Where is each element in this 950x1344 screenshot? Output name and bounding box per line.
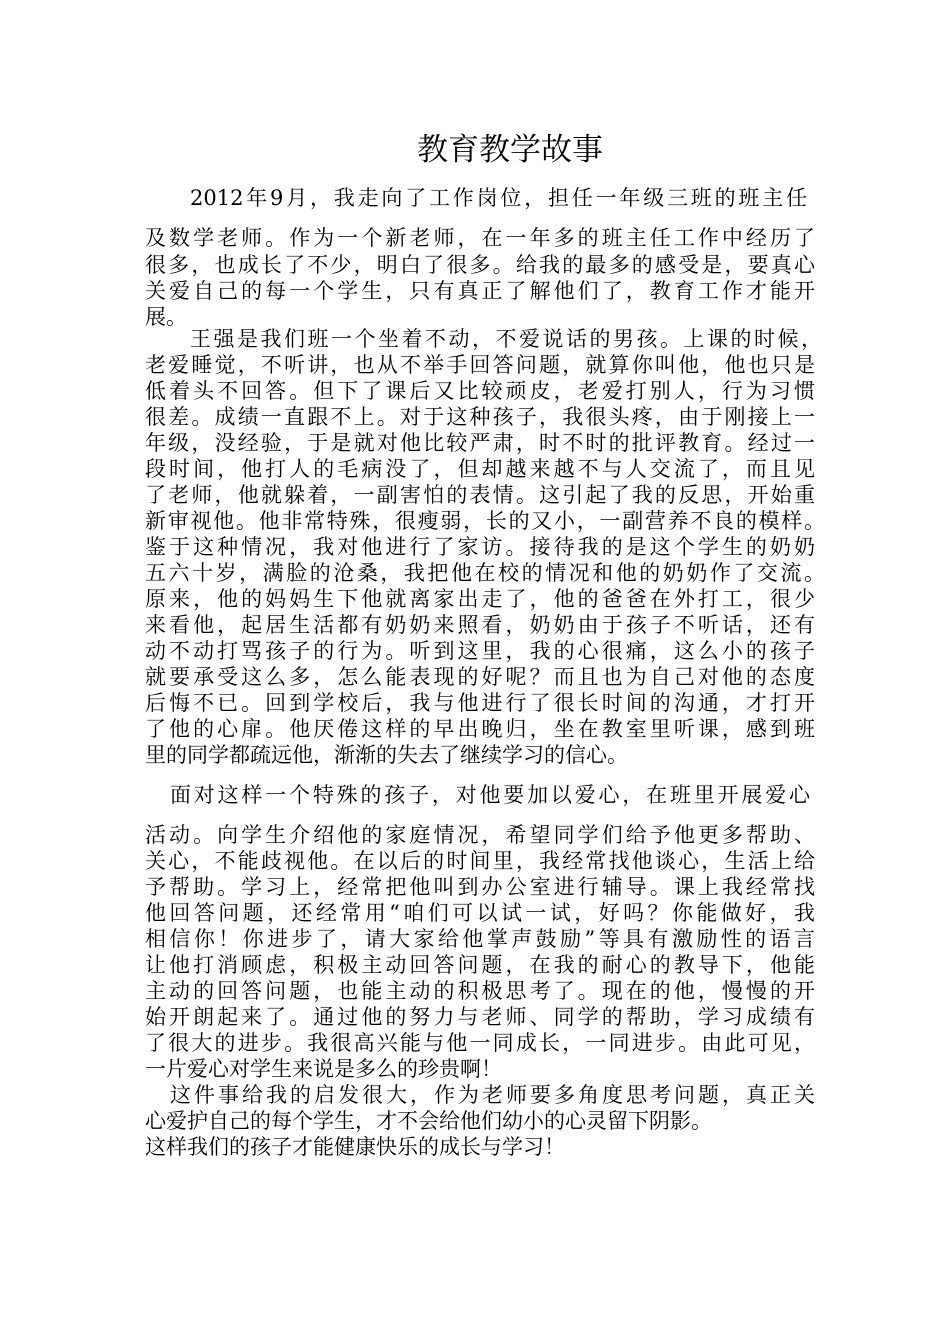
paragraph-line: 后悔不已。回到学校后，我与他进行了很长时间的沟通，才打开 [145,691,815,715]
paragraph-line: 五六十岁，满脸的沧桑，我把他在校的情况和他的奶奶作了交流。 [145,561,825,585]
paragraph-line: 就要承受这么多，怎么能表现的好呢？而且也为自己对他的态度 [145,665,815,689]
paragraph-line: 鉴于这种情况，我对他进行了家访。接待我的是这个学生的奶奶 [145,535,815,559]
paragraph-line: 段时间，他打人的毛病没了，但却越来越不与人交流了，而且见 [145,457,815,481]
paragraph-line: 相信你！你进步了，请大家给他掌声鼓励”等具有激励性的语言 [145,927,815,951]
paragraph-line: 动不动打骂孩子的行为。听到这里，我的心很痛，这么小的孩子 [145,639,815,663]
paragraph-line: 原来，他的妈妈生下他就离家出走了，他的爸爸在外打工，很少 [145,587,815,611]
paragraph-line: 老爱睡觉，不听讲，也从不举手回答问题，就算你叫他，他也只是 [145,353,815,377]
paragraph-line: 展。 [145,305,187,329]
paragraph-line: 面对这样一个特殊的孩子，对他要加以爱心，在班里开展爱心 [170,783,810,807]
paragraph-line: 活动。向学生介绍他的家庭情况，希望同学们给予他更多帮助、 [145,823,815,847]
paragraph-line: 很差。成绩一直跟不上。对于这种孩子，我很头疼，由于刚接上一 [145,405,815,429]
paragraph-line: 年级，没经验，于是就对他比较严肃，时不时的批评教育。经过一 [145,431,815,455]
paragraph-line: 了很大的进步。我很高兴能与他一同成长，一同进步。由此可见， [145,1031,815,1055]
paragraph-line: 了他的心扉。他厌倦这样的早出晚归，坐在教室里听课，感到班 [145,717,815,741]
paragraph-line: 一片爱心对学生来说是多么的珍贵啊！ [145,1057,502,1081]
paragraph-line: 及数学老师。作为一个新老师，在一年多的班主任工作中经历了 [145,226,815,250]
paragraph-line: 新审视他。他非常特殊，很瘦弱，长的又小，一副营养不良的模样。 [145,509,825,533]
paragraph-line: 他回答问题，还经常用“咱们可以试一试，好吗？你能做好，我 [145,901,815,925]
paragraph-line: 让他打消顾虑，积极主动回答问题，在我的耐心的教导下，他能 [145,953,815,977]
paragraph-line: 关爱自己的每一个学生，只有真正了解他们了，教育工作才能开 [145,279,815,303]
paragraph-line: 来看他，起居生活都有奶奶来照看，奶奶由于孩子不听话，还有 [145,613,815,637]
paragraph-line: 关心，不能歧视他。在以后的时间里，我经常找他谈心，生活上给 [145,849,815,873]
paragraph-line: 很多，也成长了不少，明白了很多。给我的最多的感受是，要真心 [145,253,815,277]
paragraph-line: 这件事给我的启发很大，作为老师要多角度思考问题，真正关 [170,1083,815,1107]
paragraph-line: 里的同学都疏远他，渐渐的失去了继续学习的信心。 [145,743,628,767]
paragraph-line: 低着头不回答。但下了课后又比较顽皮，老爱打别人，行为习惯 [145,379,815,403]
paragraph-line: 心爱护自己的每个学生，才不会给他们幼小的心灵留下阴影。 [145,1109,712,1133]
paragraph-line: 主动的回答问题，也能主动的积极思考了。现在的他，慢慢的开 [145,979,815,1003]
paragraph-line: 予帮助。学习上，经常把他叫到办公室进行辅导。课上我经常找 [145,875,815,899]
paragraph-line: 了老师，他就躲着，一副害怕的表情。这引起了我的反思，开始重 [145,483,815,507]
paragraph-line: 2012年9月，我走向了工作岗位，担任一年级三班的班主任 [190,186,807,210]
paragraph-line: 始开朗起来了。通过他的努力与老师、同学的帮助，学习成绩有 [145,1005,815,1029]
paragraph-line: 这样我们的孩子才能健康快乐的成长与学习！ [145,1135,565,1159]
document-title: 教育教学故事 [417,132,603,168]
paragraph-line: 王强是我们班一个坐着不动，不爱说话的男孩。上课的时候， [190,327,822,351]
